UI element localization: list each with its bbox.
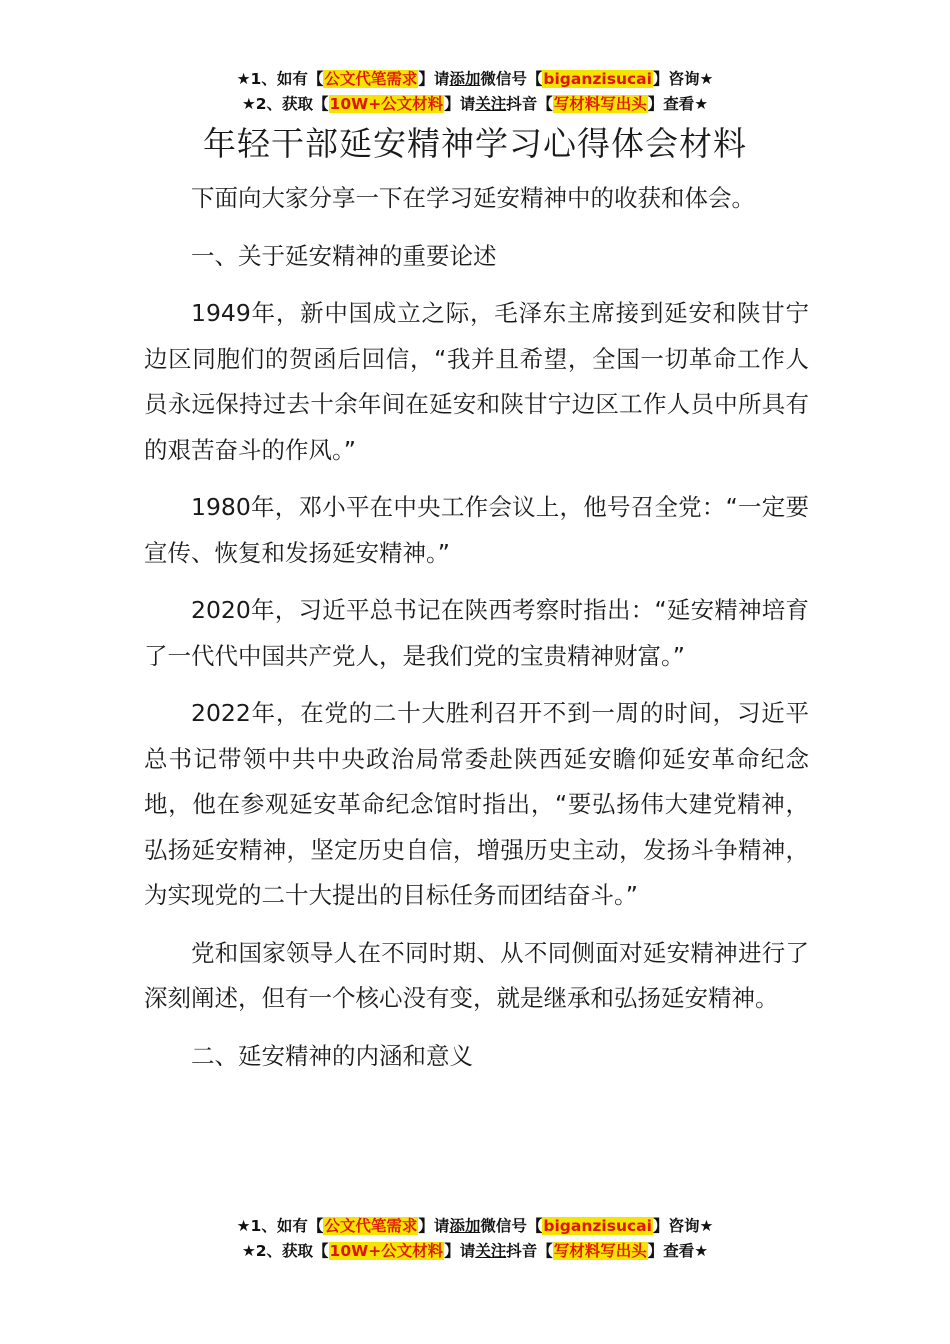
promo-footer-highlight-writing-service: 公文代笔需求 — [324, 1217, 418, 1235]
promo-footer — [0, 1214, 950, 1264]
promo-highlight-writing-service: 公文代笔需求 — [324, 70, 418, 88]
promo-footer-line-2-mid2: 抖音【 — [506, 1242, 553, 1260]
promo-line-1-prefix: ★1、如有【 — [236, 70, 324, 88]
document-title: 年轻干部延安精神学习心得体会材料 — [203, 124, 747, 163]
promo-footer-line-2-mid: 】请 — [444, 1242, 476, 1260]
promo-footer-line-1-prefix: ★1、如有【 — [236, 1217, 324, 1235]
promo-footer-line-1-mid2: 微信号【 — [480, 1217, 543, 1235]
promo-line-1-mid: 】请 — [418, 70, 450, 88]
promo-footer-line-1-emphasis: 添加 — [449, 1217, 481, 1235]
promo-highlight-douyin-account: 写材料写出头 — [553, 95, 647, 113]
paragraph-1949: 1949年，新中国成立之际，毛泽东主席接到延安和陕甘宁边区同胞们的贺函后回信，“我并且希望，全国一切革命工作人员永远保持过去十余年间在延安和陕甘宁边区工作人员中所具有的艰苦奋斗的作风。” — [144, 299, 809, 464]
paragraph-1980: 1980年，邓小平在中央工作会议上，他号召全党：“一定要宣传、恢复和发扬延安精神。” — [144, 493, 809, 567]
document-body — [144, 176, 809, 1091]
promo-line-2-mid2: 抖音【 — [506, 95, 553, 113]
promo-line-2-emphasis: 关注 — [475, 95, 507, 113]
promo-line-2-mid: 】请 — [444, 95, 476, 113]
promo-footer-line-1-mid: 】请 — [418, 1217, 450, 1235]
promo-line-2-prefix: ★2、获取【 — [241, 95, 329, 113]
section-heading-2: 二、延安精神的内涵和意义 — [191, 1041, 473, 1070]
promo-footer-line-1-suffix: 】咨询★ — [652, 1217, 714, 1235]
promo-line-2-suffix: 】查看★ — [647, 95, 709, 113]
promo-highlight-materials: 10W+公文材料 — [329, 95, 444, 113]
promo-header — [0, 67, 950, 117]
promo-footer-line-2-suffix: 】查看★ — [647, 1242, 709, 1260]
promo-footer-line-2-prefix: ★2、获取【 — [241, 1242, 329, 1260]
promo-line-1 — [0, 67, 950, 92]
promo-highlight-wechat-id: biganzisucai — [543, 70, 652, 88]
promo-line-1-mid2: 微信号【 — [480, 70, 543, 88]
promo-footer-highlight-wechat-id: biganzisucai — [543, 1217, 652, 1235]
paragraph-2020: 2020年，习近平总书记在陕西考察时指出：“延安精神培育了一代代中国共产党人，是我们党的宝贵精神财富。” — [144, 596, 809, 670]
promo-line-1-emphasis: 添加 — [449, 70, 481, 88]
promo-footer-line-1 — [0, 1214, 950, 1239]
paragraph-2022: 2022年，在党的二十大胜利召开不到一周的时间，习近平总书记带领中共中央政治局常委赴陕西延安瞻仰延安革命纪念地，他在参观延安革命纪念馆时指出，“要弘扬伟大建党精神，弘扬延安精神，坚定历史自信，增强历史主动，发扬斗争精神，为实现党的二十大提出的目标任务而团结奋斗。” — [144, 699, 809, 909]
paragraph-intro: 下面向大家分享一下在学习延安精神中的收获和体会。 — [191, 184, 755, 212]
promo-line-1-suffix: 】咨询★ — [652, 70, 714, 88]
promo-footer-highlight-materials: 10W+公文材料 — [329, 1242, 444, 1260]
promo-line-2 — [0, 92, 950, 117]
promo-footer-line-2 — [0, 1239, 950, 1264]
promo-footer-highlight-douyin-account: 写材料写出头 — [553, 1242, 647, 1260]
paragraph-summary: 党和国家领导人在不同时期、从不同侧面对延安精神进行了深刻阐述，但有一个核心没有变，就是继承和弘扬延安精神。 — [144, 938, 809, 1012]
promo-footer-line-2-emphasis: 关注 — [475, 1242, 507, 1260]
section-heading-1: 一、关于延安精神的重要论述 — [191, 241, 497, 270]
